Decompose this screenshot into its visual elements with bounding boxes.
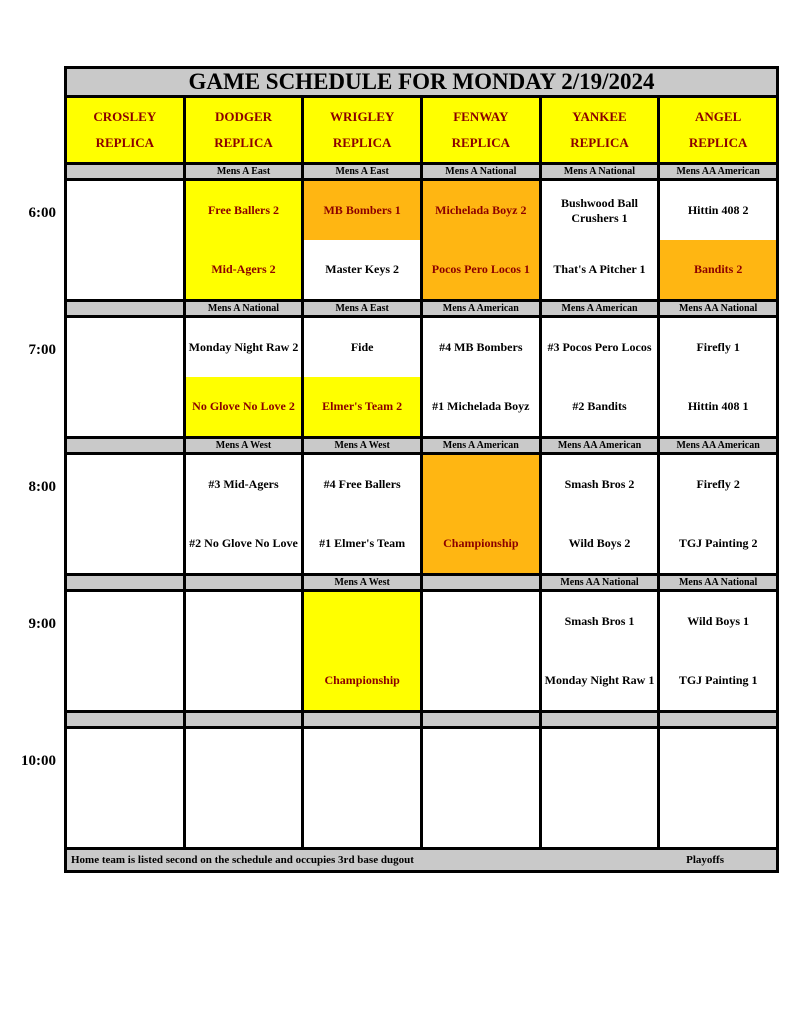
matchup-home <box>186 651 302 710</box>
matchup-home: Master Keys 2 <box>325 262 400 276</box>
matchup-home <box>304 788 420 847</box>
game-cell <box>186 181 302 299</box>
division-label: Mens A American <box>423 439 539 452</box>
matchup-visitor: Wild Boys 1 <box>687 614 750 628</box>
division-label: Mens AA National <box>542 576 658 589</box>
matchup-visitor: MB Bombers 1 <box>304 181 420 240</box>
matchup-home: #2 No Glove No Love <box>189 536 298 550</box>
matchup-visitor <box>67 318 183 377</box>
matchup-visitor: Michelada Boyz 2 <box>423 181 539 240</box>
game-cell <box>67 318 183 436</box>
field-header-crosley <box>67 98 183 162</box>
game-cell <box>542 729 658 847</box>
matchup-home: TGJ Painting 2 <box>678 536 758 550</box>
matchup-visitor <box>542 729 658 788</box>
division-label: Mens A American <box>542 302 658 315</box>
game-cell <box>423 318 539 436</box>
matchup-home: Championship <box>304 651 420 710</box>
matchup-visitor: Hittin 408 2 <box>687 203 749 217</box>
matchup-visitor <box>304 592 420 651</box>
field-name: ANGEL <box>695 108 742 124</box>
matchup-home <box>186 788 302 847</box>
matchup-home <box>67 514 183 573</box>
game-cell <box>423 181 539 299</box>
time-label: 6:00 <box>28 205 56 221</box>
matchup-visitor <box>67 592 183 651</box>
division-label: Mens A West <box>304 576 420 589</box>
game-cell <box>186 592 302 710</box>
matchup-home: Pocos Pero Locos 1 <box>423 240 539 299</box>
game-cell <box>660 455 776 573</box>
division-label <box>304 713 420 726</box>
game-cell <box>423 455 539 573</box>
matchup-visitor <box>186 592 302 651</box>
division-label <box>67 576 183 589</box>
game-cell <box>542 592 658 710</box>
field-name: CROSLEY <box>93 108 157 124</box>
matchup-visitor: Free Ballers 2 <box>186 181 302 240</box>
footer-bar <box>67 850 776 870</box>
matchup-visitor <box>67 729 183 788</box>
division-label: Mens A East <box>304 302 420 315</box>
division-label: Mens AA American <box>660 439 776 452</box>
matchup-home: Championship <box>423 514 539 573</box>
division-label: Mens A East <box>186 165 302 178</box>
time-label: 10:00 <box>21 753 56 769</box>
matchup-home: #1 Michelada Boyz <box>432 399 530 413</box>
matchup-visitor: #4 MB Bombers <box>439 340 523 354</box>
division-label: Mens A National <box>423 165 539 178</box>
matchup-visitor <box>304 729 420 788</box>
matchup-visitor: Firefly 1 <box>696 340 740 354</box>
division-label <box>542 713 658 726</box>
game-cell <box>660 181 776 299</box>
division-label: Mens A East <box>304 165 420 178</box>
schedule-table <box>64 66 779 873</box>
division-label: Mens A West <box>304 439 420 452</box>
game-cell <box>660 592 776 710</box>
game-cell <box>67 592 183 710</box>
matchup-home: Wild Boys 2 <box>568 536 631 550</box>
matchup-home <box>67 377 183 436</box>
matchup-home <box>423 788 539 847</box>
matchup-home <box>67 240 183 299</box>
matchup-home: TGJ Painting 1 <box>678 673 758 687</box>
game-cell <box>423 592 539 710</box>
matchup-visitor: #3 Pocos Pero Locos <box>547 340 652 354</box>
field-header-wrigley <box>304 98 420 162</box>
playoffs-label: Playoffs <box>686 854 724 866</box>
division-label: Mens AA American <box>542 439 658 452</box>
division-label: Mens A National <box>542 165 658 178</box>
field-type: REPLICA <box>451 135 511 151</box>
division-label: Mens AA National <box>660 302 776 315</box>
field-type: REPLICA <box>332 135 392 151</box>
matchup-home <box>67 651 183 710</box>
matchup-visitor: Fide <box>350 340 374 354</box>
game-cell <box>304 592 420 710</box>
matchup-visitor: #4 Free Ballers <box>323 477 401 491</box>
matchup-visitor: Smash Bros 1 <box>564 614 635 628</box>
field-header-dodger <box>186 98 302 162</box>
matchup-visitor <box>423 455 539 514</box>
division-label: Mens AA National <box>660 576 776 589</box>
game-cell <box>304 318 420 436</box>
matchup-visitor: #3 Mid-Agers <box>208 477 279 491</box>
matchup-visitor <box>67 455 183 514</box>
game-cell <box>304 181 420 299</box>
game-cell <box>67 181 183 299</box>
time-label: 9:00 <box>28 616 56 632</box>
time-label: 7:00 <box>28 342 56 358</box>
field-name: WRIGLEY <box>330 108 395 124</box>
matchup-home: Bandits 2 <box>660 240 776 299</box>
time-label: 8:00 <box>28 479 56 495</box>
game-cell <box>660 318 776 436</box>
footer-note: Home team is listed second on the schedule and occupies 3rd base dugout <box>71 854 414 866</box>
game-cell <box>67 455 183 573</box>
field-header-angel <box>660 98 776 162</box>
matchup-home <box>67 788 183 847</box>
division-label <box>67 439 183 452</box>
game-cell <box>304 455 420 573</box>
division-label <box>423 576 539 589</box>
field-name: YANKEE <box>572 108 627 124</box>
division-label <box>660 713 776 726</box>
matchup-home <box>542 788 658 847</box>
matchup-visitor: Smash Bros 2 <box>564 477 635 491</box>
matchup-visitor <box>67 181 183 240</box>
page-title: GAME SCHEDULE FOR MONDAY 2/19/2024 <box>67 69 776 95</box>
division-label: Mens A American <box>423 302 539 315</box>
game-cell <box>186 455 302 573</box>
game-cell <box>542 181 658 299</box>
division-label <box>67 713 183 726</box>
game-cell <box>67 729 183 847</box>
game-cell <box>542 455 658 573</box>
field-type: REPLICA <box>95 135 155 151</box>
matchup-home: #2 Bandits <box>572 399 627 413</box>
matchup-home: Mid-Agers 2 <box>186 240 302 299</box>
division-label <box>186 713 302 726</box>
matchup-visitor <box>423 729 539 788</box>
matchup-visitor <box>186 729 302 788</box>
matchup-home: Monday Night Raw 1 <box>544 673 655 687</box>
field-type: REPLICA <box>214 135 273 151</box>
matchup-home: Hittin 408 1 <box>687 399 749 413</box>
game-cell <box>186 729 302 847</box>
game-cell <box>660 729 776 847</box>
matchup-home: No Glove No Love 2 <box>186 377 302 436</box>
division-label <box>67 165 183 178</box>
game-cell <box>542 318 658 436</box>
game-cell <box>304 729 420 847</box>
matchup-home <box>423 651 539 710</box>
field-name: FENWAY <box>453 108 509 124</box>
field-header-yankee <box>542 98 658 162</box>
matchup-home: #1 Elmer's Team <box>319 536 406 550</box>
field-header-fenway <box>423 98 539 162</box>
division-label: Mens A West <box>186 439 302 452</box>
game-cell <box>423 729 539 847</box>
field-type: REPLICA <box>570 135 629 151</box>
matchup-visitor: Monday Night Raw 2 <box>188 340 299 354</box>
game-cell <box>186 318 302 436</box>
division-label <box>423 713 539 726</box>
division-label <box>67 302 183 315</box>
matchup-home: Elmer's Team 2 <box>304 377 420 436</box>
matchup-home: That's A Pitcher 1 <box>553 262 646 276</box>
field-type: REPLICA <box>688 135 748 151</box>
matchup-visitor <box>423 592 539 651</box>
division-label: Mens A National <box>186 302 302 315</box>
division-label: Mens AA American <box>660 165 776 178</box>
matchup-visitor <box>660 729 776 788</box>
matchup-visitor: Bushwood Ball Crushers 1 <box>560 195 639 225</box>
matchup-home <box>660 788 776 847</box>
division-label <box>186 576 302 589</box>
matchup-visitor: Firefly 2 <box>696 477 740 491</box>
field-name: DODGER <box>214 108 273 124</box>
